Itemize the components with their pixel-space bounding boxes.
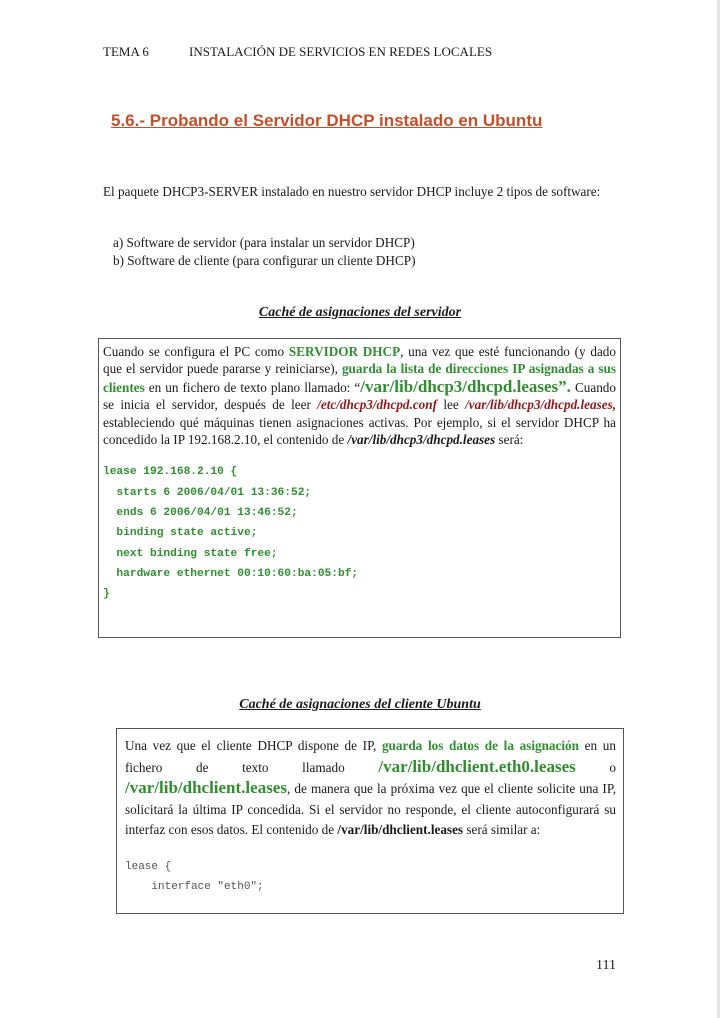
text-span: será similar a: — [463, 822, 541, 838]
code-line: ends 6 2006/04/01 13:46:52; — [103, 507, 298, 520]
keep-highlight: guarda los datos de la asignación — [381, 738, 579, 753]
text-span: Cuando se configura el PC como — [103, 344, 289, 359]
text-span: , de manera que la próxima vez que el cliente solicite una IP, solicitará la última IP concedida. Si el servidor no responde, el cliente autoconfigurará su interfaz con esos datos. El contenido de — [125, 781, 616, 838]
code-line: hardware ethernet 00:10:60:ba:05:bf; — [103, 567, 359, 580]
subject-label: INSTALACIÓN DE SERVICIOS EN REDES LOCALES — [189, 44, 493, 59]
keep-highlight: guarda la lista de direcciones IP asignadas a sus clientes — [103, 361, 616, 395]
text-span: o — [575, 759, 617, 775]
server-cache-heading: Caché de asignaciones del servidor — [258, 305, 462, 320]
code-line: next binding state free; — [103, 547, 278, 560]
text-span: en un fichero de texto plano llamado: “ — [144, 379, 361, 395]
code-line: } — [103, 588, 110, 601]
conf-path: /etc/dhcp3/dhcpd.conf — [317, 397, 437, 413]
section-title: 5.6.- Probando el Servidor DHCP instalado en Ubuntu — [111, 111, 543, 130]
software-list — [113, 234, 415, 270]
leases-file-highlight: /var/lib/dhcp3/dhcpd.leases — [360, 376, 559, 396]
server-cache-text — [103, 343, 616, 448]
intro-paragraph: El paquete DHCP3-SERVER instalado en nuestro servidor DHCP incluye 2 tipos de software: — [103, 184, 601, 199]
text-span: lee — [437, 397, 466, 413]
client-cache-heading: Caché de asignaciones del cliente Ubuntu — [239, 697, 481, 712]
text-span: será: — [495, 432, 524, 448]
code-line: interface "eth0"; — [125, 881, 264, 894]
leases-path-inline: /var/lib/dhcp3/dhcpd.leases — [347, 432, 496, 448]
code-line: starts 6 2006/04/01 13:36:52; — [103, 486, 312, 499]
code-line: lease { — [125, 860, 172, 873]
list-item: a) Software de servidor (para instalar un servidor DHCP) — [113, 235, 415, 250]
list-item: b) Software de cliente (para configurar un cliente DHCP) — [113, 253, 416, 268]
code-line: lease 192.168.2.10 { — [103, 466, 238, 479]
leases-path: /var/lib/dhcp3/dhcpd.leases, — [465, 397, 616, 413]
text-span: ”. — [558, 376, 571, 396]
dhclient-leases-highlight: /var/lib/dhclient.leases — [125, 778, 287, 798]
page-number: 111 — [596, 958, 616, 973]
text-span: , una vez que esté funcionando (y dado que el servidor puede pararse y reiniciarse), — [103, 344, 616, 377]
server-highlight: SERVIDOR DHCP — [288, 344, 401, 359]
dhclient-leases-path: /var/lib/dhclient.leases — [337, 822, 464, 838]
server-leases-code — [103, 462, 616, 604]
client-leases-code — [125, 857, 616, 898]
text-span: Una vez que el cliente DHCP dispone de IP, — [125, 738, 382, 753]
client-cache-box — [116, 728, 624, 914]
chapter-label: TEMA 6 — [103, 44, 149, 59]
text-span: estableciendo qué máquinas tienen asignaciones activas. Por ejemplo, si el servidor DHCP ha concedido la IP 192.168.2.10, el contenido de — [103, 414, 616, 448]
client-cache-text — [125, 736, 616, 841]
text-span: en un fichero de texto llamado — [125, 738, 616, 775]
text-span: Cuando se inicia el servidor, después de leer — [103, 379, 616, 413]
code-line: binding state active; — [103, 527, 258, 540]
eth0-leases-highlight: /var/lib/dhclient.eth0.leases — [378, 756, 576, 776]
server-cache-box — [98, 338, 621, 638]
page-header — [103, 44, 492, 60]
